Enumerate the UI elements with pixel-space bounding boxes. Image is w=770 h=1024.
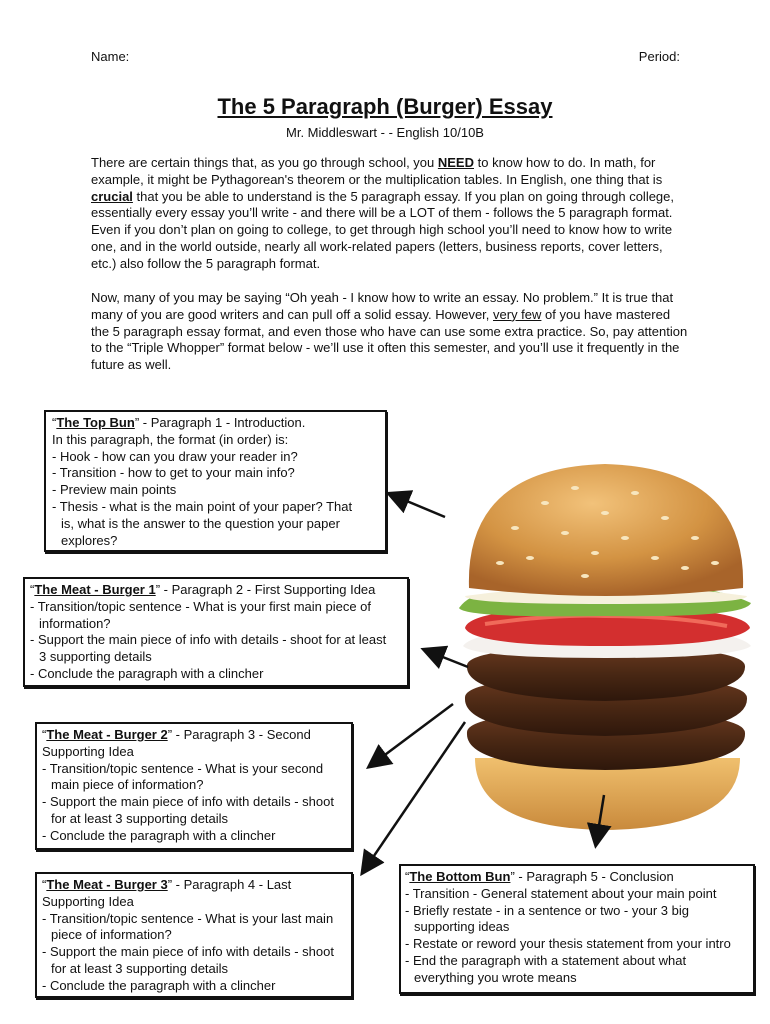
page-subtitle: Mr. Middleswart - - English 10/10B	[286, 125, 484, 140]
intro-paragraph-1: There are certain things that, as you go through school, you NEED to know how to do. In math, for example, it might be Pythagorean's theorem or the multiplication tables. In English, one thing that is crucial that you be able to understand is the 5 paragraph essay. If you plan on going through college, essentially every essay you’ll write - and there will be a LOT of them - follows the 5 paragraph format. Even if you don’t plan on going to college, to get through high school you’ll need to know how to write one, and in the world outside, nearly all work-related papers (letters, business reports, cover letters, etc.) also follow the 5 paragraph format.	[91, 155, 675, 271]
period-label: Period:	[638, 49, 680, 64]
list-item: supporting ideas	[414, 919, 510, 935]
arrow-top-bun	[390, 494, 445, 517]
crucial-emphasis: crucial	[91, 188, 133, 204]
list-item: - Support the main piece of info with details - shoot	[42, 944, 334, 960]
bottom-bun-box	[399, 864, 755, 994]
name-label: Name:	[91, 49, 130, 64]
list-item: - Briefly restate - in a sentence or two - your 3 big	[405, 902, 689, 918]
list-item: 3 supporting details	[39, 649, 152, 665]
need-emphasis: NEED	[437, 155, 474, 170]
list-item: Supporting Idea	[42, 893, 134, 909]
top-bun-box	[44, 410, 387, 552]
bottom-bun-heading: “The Bottom Bun” - Paragraph 5 - Conclusion	[405, 869, 674, 884]
meat1-box	[23, 577, 409, 687]
list-item: - Transition - how to get to your main info?	[52, 465, 295, 481]
arrow-meat3	[363, 722, 465, 872]
list-item: - Conclude the paragraph with a clincher	[42, 827, 276, 843]
meat2-heading: “The Meat - Burger 2” - Paragraph 3 - Second	[42, 727, 311, 742]
list-item: for at least 3 supporting details	[51, 810, 229, 826]
list-item: - Restate or reword your thesis statement from your intro	[405, 936, 731, 952]
list-item: information?	[39, 615, 111, 631]
list-item: - Transition/topic sentence - What is your first main piece of	[30, 598, 372, 614]
page-title: The 5 Paragraph (Burger) Essay	[217, 94, 553, 119]
list-item: main piece of information?	[51, 777, 204, 793]
arrow-bottom-bun	[596, 795, 604, 844]
list-item: - Transition - General statement about your main point	[405, 885, 717, 901]
list-item: - Transition/topic sentence - What is your second	[42, 760, 324, 776]
list-item: - Hook - how can you draw your reader in?	[52, 448, 298, 464]
list-item: In this paragraph, the format (in order) is:	[52, 431, 289, 447]
arrow-meat1	[425, 650, 468, 667]
list-item: everything you wrote means	[414, 969, 577, 985]
list-item: - End the paragraph with a statement about what	[405, 952, 687, 968]
meat3-heading: “The Meat - Burger 3” - Paragraph 4 - Last	[42, 877, 292, 892]
list-item: Supporting Idea	[42, 743, 134, 759]
list-item: - Thesis - what is the main point of your paper? That	[52, 498, 353, 514]
list-item: for at least 3 supporting details	[51, 960, 229, 976]
list-item: - Support the main piece of info with details - shoot	[42, 794, 334, 810]
list-item: - Conclude the paragraph with a clincher	[42, 977, 276, 993]
meat1-heading: “The Meat - Burger 1” - Paragraph 2 - First Supporting Idea	[30, 582, 376, 597]
list-item: - Transition/topic sentence - What is your last main	[42, 910, 334, 926]
list-item: piece of information?	[51, 927, 172, 943]
list-item: - Support the main piece of info with details - shoot for at least	[30, 632, 387, 648]
list-item: explores?	[61, 532, 118, 548]
meat2-box	[35, 722, 353, 850]
list-item: - Conclude the paragraph with a clincher	[30, 665, 264, 681]
meat3-box	[35, 872, 353, 998]
list-item: is, what is the answer to the question your paper	[61, 515, 340, 531]
intro-paragraph-2: Now, many of you may be saying “Oh yeah - I know how to write an essay. No problem.” It is true that many of you are good writers and can pull off a solid essay. However, very few of you have mastered the 5 paragraph essay format, and even those who have can use some extra practice. So, pay attention to the “Triple Whopper” format below - we’ll use it often this semester, and you’ll use it frequently in the future as well.	[91, 290, 688, 373]
very-few-emphasis: very few	[493, 306, 542, 322]
top-bun-heading: “The Top Bun” - Paragraph 1 - Introduction.	[52, 415, 306, 430]
list-item: - Preview main points	[52, 482, 177, 498]
